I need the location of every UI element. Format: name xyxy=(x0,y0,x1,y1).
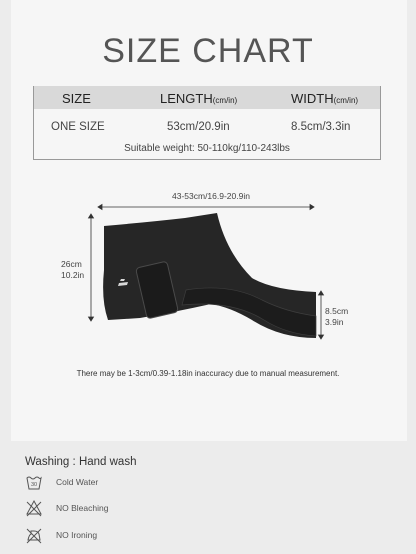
length-dimension-label: 43-53cm/16.9-20.9in xyxy=(172,191,250,201)
header-width: WIDTH(cm/in) xyxy=(291,91,359,106)
washing-instruction: Washing : Hand wash xyxy=(25,456,137,468)
width-dimension-label: 8.5cm 3.9in xyxy=(325,306,349,327)
no-ironing-icon xyxy=(25,526,43,544)
height-dimension-label: 26cm 10.2in xyxy=(61,259,85,280)
cell-size: ONE SIZE xyxy=(51,121,105,133)
length-dimension-line xyxy=(98,205,314,210)
care-item-no-ironing: NO Ironing xyxy=(25,526,225,546)
svg-text:30: 30 xyxy=(30,482,38,488)
cell-width: 8.5cm/3.3in xyxy=(291,121,351,133)
care-item-no-bleaching: NO Bleaching xyxy=(25,499,225,519)
cell-length: 53cm/20.9in xyxy=(167,121,230,133)
width-dimension-line xyxy=(319,291,324,339)
suitable-weight: Suitable weight: 50-110kg/110-243lbs xyxy=(124,143,290,154)
height-dimension-line xyxy=(89,214,94,321)
no-bleaching-icon xyxy=(25,499,43,517)
cold-water-icon xyxy=(25,473,43,491)
header-length: LENGTH(cm/in) xyxy=(160,91,238,106)
measurement-note: There may be 1-3cm/0.39-1.18in inaccuracy due to manual measurement. xyxy=(76,369,340,378)
header-size: SIZE xyxy=(62,91,91,106)
page-title: SIZE CHART xyxy=(102,32,314,70)
care-item-cold-water: 30 Cold Water xyxy=(25,473,225,493)
